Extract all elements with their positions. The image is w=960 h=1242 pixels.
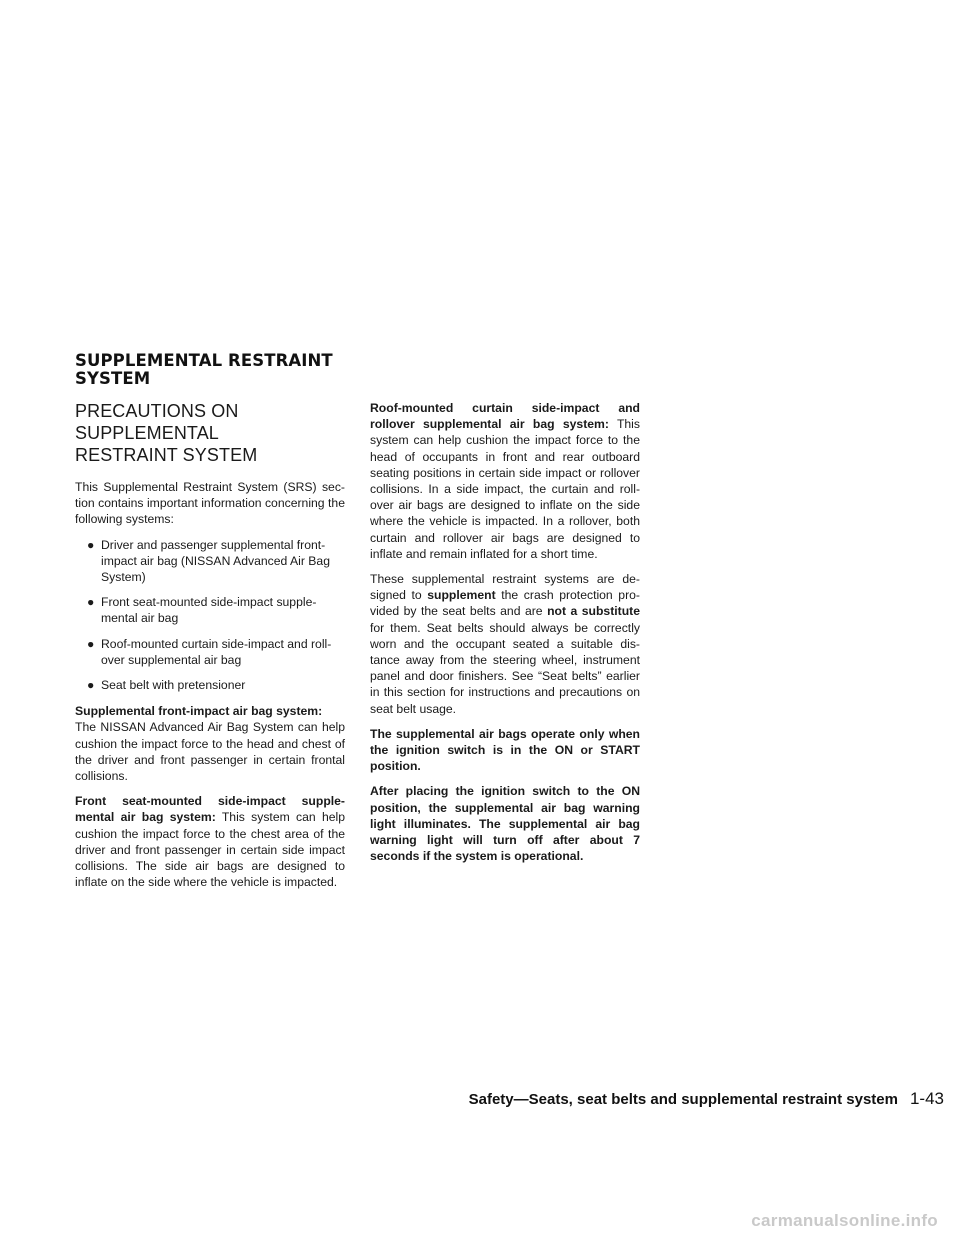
supplement-text-1: These supplemental restraint systems are de-signed to [370,572,640,603]
systems-list [75,537,345,694]
supplement-text-3: for them. Seat belts should always be correctly worn and the occupant seated a suitable dis-tance away from the steering wheel, instrument panel and door finishers. See “Seat belts” earlier in this section for instructions and precautions on seat belt usage. [370,620,640,716]
list-item-text: Roof-mounted curtain side-impact and roll-over supplemental air bag [101,636,332,667]
side-impact-body: This system can help cushion the impact force to the chest area of the driver and front passenger in certain side impact collisions. The side air bags are designed to inflate on the side where the vehicle is impacted. [75,810,345,890]
list-item [75,594,345,626]
list-item [75,636,345,668]
side-impact-paragraph [75,793,345,890]
bullet-icon: ● [87,537,95,552]
intro-paragraph: This Supplemental Restraint System (SRS) sec-tion contains important information concerning the following systems: [75,480,345,527]
supplement-text-2: the crash protection pro-vided by the seat belts and are [370,588,640,619]
bullet-icon: ● [87,595,95,610]
supplement-bold-2: not a substitute [547,604,640,619]
front-impact-lead: Supplemental front-impact air bag system: [75,704,323,719]
curtain-paragraph [370,400,640,562]
list-item-text: Front seat-mounted side-impact supple-mental air bag [101,595,317,626]
page-footer [469,1089,944,1109]
front-impact-body: The NISSAN Advanced Air Bag System can help cushion the impact force to the head and chest of the driver and front passenger in certain frontal collisions. [75,720,345,784]
curtain-body: This system can help cushion the impact force to the head of occupants in front and rear outboard seating positions in certain side impact or rollover collisions. In a side impact, the curtain and roll-over air bags are designed to inflate on the side where the vehicle is impacted. In a rollover, both curtain and rollover air bags are designed to inflate and remain inflated for a short time. [370,417,640,561]
right-column [370,400,640,873]
warning-paragraph: After placing the ignition switch to the ON position, the supplemental air bag warning light illuminates. The supplemental air bag warning light will turn off after about 7 seconds if the system is operational. [370,784,640,864]
front-impact-paragraph [75,703,345,784]
section-title: SUPPLEMENTAL RESTRAINT SYSTEM [75,351,333,388]
left-column [75,400,345,899]
side-impact-lead: Front seat-mounted side-impact supple-mental air bag system: [75,794,345,825]
subheading: PRECAUTIONS ON SUPPLEMENTAL RESTRAINT SYSTEM [75,401,258,465]
page-number: 1-43 [909,1089,944,1108]
list-item [75,677,345,693]
footer-chapter-title: Safety—Seats, seat belts and supplemental restraint system [468,1091,898,1108]
list-item-text: Driver and passenger supplemental front-impact air bag (NISSAN Advanced Air Bag System) [101,537,330,585]
bullet-icon: ● [87,636,95,651]
watermark-logo: carmanualsonline.info [751,1211,938,1230]
operate-paragraph: The supplemental air bags operate only when the ignition switch is in the ON or START position. [370,726,640,774]
curtain-lead: Roof-mounted curtain side-impact and rollover supplemental air bag system: [370,401,640,432]
supplement-paragraph [370,571,640,717]
bullet-icon: ● [87,678,95,693]
supplement-bold-1: supplement [427,588,496,603]
list-item-text: Seat belt with pretensioner [101,678,246,693]
list-item [75,537,345,586]
